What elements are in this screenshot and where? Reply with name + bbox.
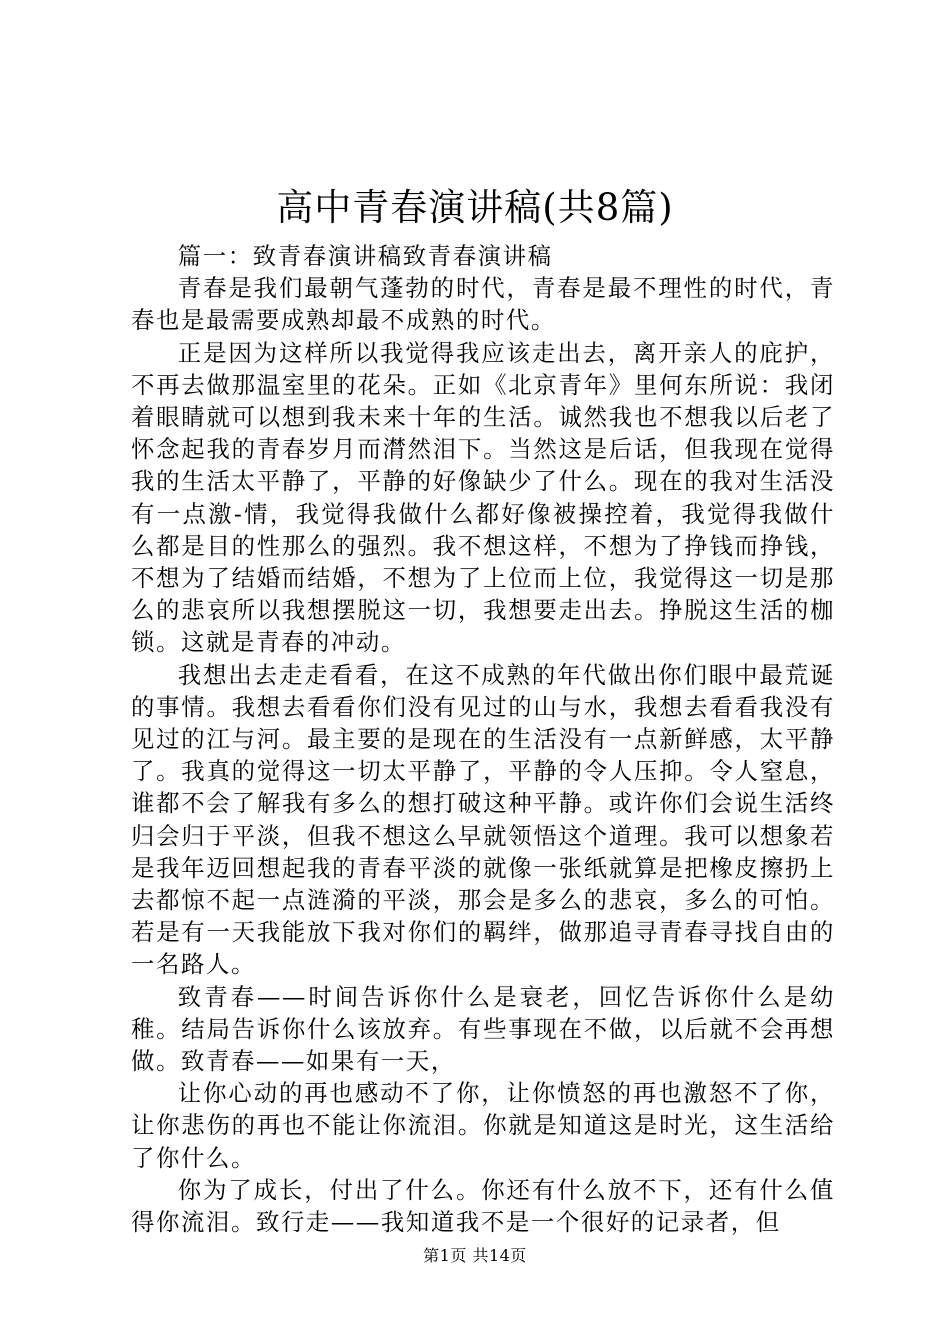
- section-heading: 篇一：致青春演讲稿致青春演讲稿: [177, 242, 553, 270]
- page-number-footer: 第1页 共14页: [423, 1246, 527, 1265]
- body-paragraph: 青春是我们最朝气蓬勃的时代，青春是最不理性的时代，青春也是最需要成熟却最不成熟的时代。: [131, 274, 835, 335]
- document-body: [131, 240, 835, 1238]
- body-paragraph: 正是因为这样所以我觉得我应该走出去，离开亲人的庇护，不再去做那温室里的花朵。正如《北京青年》里何东所说：我闭着眼睛就可以想到我未来十年的生活。诚然我也不想我以后老了怀念起我的青春岁月而潸然泪下。当然这是后话，但我现在觉得我的生活太平静了，平静的好像缺少了什么。现在的我对生活没有一点激-情，我觉得我做什么都好像被操控着，我觉得我做什么都是目的性那么的强烈。我不想这样，不想为了挣钱而挣钱，不想为了结婚而结婚，不想为了上位而上位，我觉得这一切是那么的悲哀所以我想摆脱这一切，我想要走出去。挣脱这生活的枷锁。这就是青春的冲动。: [131, 338, 835, 657]
- document-title: 高中青春演讲稿(共8篇): [276, 186, 674, 229]
- body-paragraph: 让你心动的再也感动不了你，让你愤怒的再也激怒不了你，让你悲伤的再也不能让你流泪。你就是知道这是时光，这生活给了你什么。: [131, 1079, 835, 1172]
- body-paragraph: 你为了成长，付出了什么。你还有什么放不下，还有什么值得你流泪。致行走——我知道我不是一个很好的记录者，但: [131, 1175, 835, 1237]
- body-paragraph: 我想出去走走看看，在这不成熟的年代做出你们眼中最荒诞的事情。我想去看看你们没有见过的山与水，我想去看看我没有见过的江与河。最主要的是现在的生活没有一点新鲜感，太平静了。我真的觉得这一切太平静了，平静的令人压抑。令人窒息，谁都不会了解我有多么的想打破这种平静。或许你们会说生活终归会归于平淡，但我不想这么早就领悟这个道理。我可以想象若是我年迈回想起我的青春平淡的就像一张纸就算是把橡皮擦扔上去都惊不起一点涟漪的平淡，那会是多么的悲哀，多么的可怕。若是有一天我能放下我对你们的羁绊，做那追寻青春寻找自由的一名路人。: [131, 660, 835, 979]
- body-paragraph: 致青春——时间告诉你什么是衰老，回忆告诉你什么是幼稚。结局告诉你什么该放弃。有些事现在不做，以后就不会再想做。致青春——如果有一天，: [131, 982, 835, 1076]
